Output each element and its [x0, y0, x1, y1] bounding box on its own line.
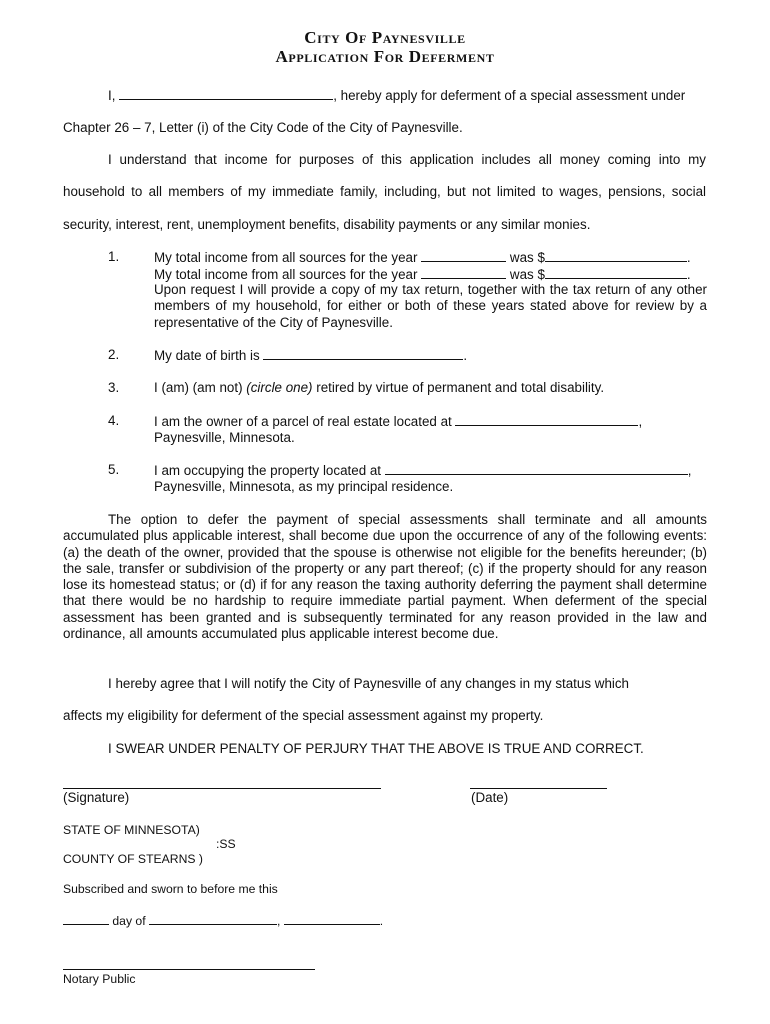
- occupying-line: [154, 462, 692, 478]
- applicant-suffix: , hereby apply for deferment of a special assessment under: [333, 88, 686, 103]
- month-blank[interactable]: [149, 912, 277, 925]
- birth-date-line: [154, 347, 467, 363]
- income-definition-line1: I understand that income for purposes of this application includes all money coming into my: [108, 152, 706, 167]
- tax-return-statement: Upon request I will provide a copy of my tax return, together with the tax return of any other members of my household, for either or both of these years stated above for review by a representative of the City of Paynesville.: [154, 282, 707, 330]
- income-year1-line: [154, 249, 691, 265]
- income-definition-line3: security, interest, rent, unemployment benefits, disability payments or any similar monies.: [63, 217, 591, 232]
- income-year1-was: was $: [509, 250, 545, 265]
- chapter-reference: Chapter 26 – 7, Letter (i) of the City Code of the City of Paynesville.: [63, 120, 463, 135]
- income-year2-label: My total income from all sources for the year: [154, 267, 418, 282]
- circle-one-note: (circle one): [246, 380, 313, 395]
- form-title-line1: City Of Paynesville: [304, 28, 466, 47]
- day-blank[interactable]: [63, 912, 109, 925]
- owner-parcel-city: Paynesville, Minnesota.: [154, 430, 295, 445]
- applicant-name-blank[interactable]: [119, 87, 333, 100]
- owner-parcel-line: [154, 413, 642, 429]
- day-of-period: .: [379, 914, 384, 928]
- signature-label: (Signature): [63, 790, 130, 805]
- income-year1-label: My total income from all sources for the year: [154, 250, 418, 265]
- occupying-city: Paynesville, Minnesota, as my principal residence.: [154, 479, 454, 494]
- applicant-line: [108, 87, 685, 103]
- day-of-comma: ,: [276, 914, 281, 928]
- am-am-not-choice[interactable]: I (am) (am not): [154, 380, 243, 395]
- item-number-2: 2.: [108, 347, 120, 362]
- day-of-line: [63, 912, 383, 928]
- income-year2-blank[interactable]: [421, 266, 506, 279]
- owner-parcel-label: I am the owner of a parcel of real estate located at: [154, 414, 452, 429]
- owner-parcel-comma: ,: [638, 414, 643, 429]
- date-label: (Date): [471, 790, 509, 805]
- parcel-location-blank[interactable]: [455, 413, 638, 426]
- notary-public-label: Notary Public: [63, 972, 136, 986]
- occupying-comma: ,: [687, 463, 692, 478]
- signature-line[interactable]: [63, 788, 381, 789]
- occupying-label: I am occupying the property located at: [154, 463, 382, 478]
- notify-line1: I hereby agree that I will notify the City of Paynesville of any changes in my status which: [108, 676, 630, 691]
- item-number-4: 4.: [108, 413, 120, 428]
- notify-line2: affects my eligibility for deferment of the special assessment against my property.: [63, 708, 544, 723]
- notary-signature-line[interactable]: [63, 969, 315, 970]
- income-year1-period: .: [686, 250, 691, 265]
- date-line[interactable]: [470, 788, 607, 789]
- birth-date-period: .: [463, 348, 468, 363]
- perjury-statement: I SWEAR UNDER PENALTY OF PERJURY THAT THE ABOVE IS TRUE AND CORRECT.: [108, 741, 644, 756]
- retirement-line: [154, 380, 604, 395]
- year-blank[interactable]: [284, 912, 380, 925]
- day-of-label: day of: [112, 914, 146, 928]
- income-year2-line: [154, 266, 691, 282]
- form-title-line2: Application For Deferment: [275, 47, 495, 66]
- income-year2-period: .: [686, 267, 691, 282]
- income-amount1-blank[interactable]: [545, 249, 687, 262]
- subscribed-sworn-text: Subscribed and sworn to before me this: [63, 882, 278, 896]
- income-year2-was: was $: [509, 267, 545, 282]
- applicant-prefix: I,: [108, 88, 116, 103]
- income-amount2-blank[interactable]: [545, 266, 687, 279]
- income-year1-blank[interactable]: [421, 249, 506, 262]
- item-number-1: 1.: [108, 249, 120, 264]
- birth-date-blank[interactable]: [263, 347, 463, 360]
- state-label: STATE OF MINNESOTA): [63, 823, 200, 837]
- county-label: COUNTY OF STEARNS ): [63, 852, 203, 866]
- property-location-blank[interactable]: [385, 462, 688, 475]
- ss-label: :SS: [216, 837, 236, 851]
- item-number-5: 5.: [108, 462, 120, 477]
- income-definition-line2: household to all members of my immediate family, including, but not limited to wages, pensions, social: [63, 184, 706, 199]
- birth-date-label: My date of birth is: [154, 348, 260, 363]
- deferment-termination-paragraph: The option to defer the payment of special assessments shall terminate and all amounts accumulated plus applicable interest, shall become due upon the occurrence of any of the following events: (a) the death of the owner, provided that the spouse is otherwise not eligible for the benefits hereunder; (b) the sale, transfer or subdivision of the property or any part thereof; (c) if the property should for any reason lose its homestead status; or (d) if for any reason the taxing authority deferring the payment shall determine that there would be no hardship to require immediate partial payment. When deferment of the special assessment has been granted and is subsequently terminated for any reason provided in the law and ordinance, all amounts accumulated plus applicable interest become due.: [63, 512, 707, 642]
- retirement-text: retired by virtue of permanent and total disability.: [316, 380, 605, 395]
- item-number-3: 3.: [108, 380, 120, 395]
